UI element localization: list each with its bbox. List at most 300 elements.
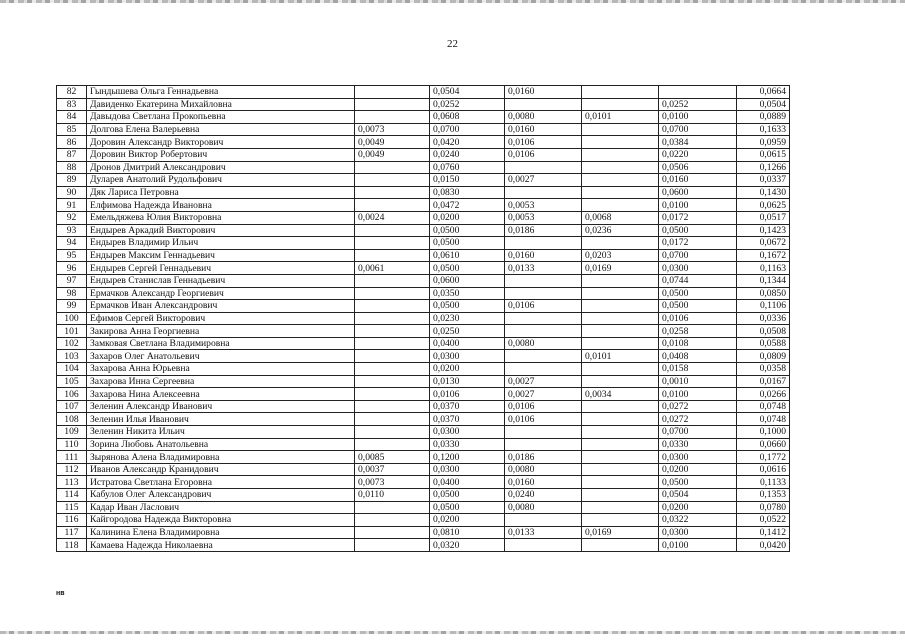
value-cell-4: [582, 174, 659, 187]
value-cell-1: 0,0073: [355, 476, 430, 489]
value-cell-3: 0,0160: [505, 249, 582, 262]
value-cell-1: 0,0024: [355, 211, 430, 224]
value-cell-4: [582, 363, 659, 376]
table-row: [57, 86, 790, 99]
person-name-cell: Замковая Светлана Владимировна: [87, 337, 355, 350]
person-name-cell: Ендырев Максим Геннадьевич: [87, 249, 355, 262]
value-cell-2: 0,0400: [430, 337, 505, 350]
value-cell-5: 0,0500: [659, 287, 737, 300]
value-cell-1: 0,0085: [355, 451, 430, 464]
total-cell: 0,0664: [737, 86, 790, 99]
value-cell-5: 0,0700: [659, 249, 737, 262]
total-cell: 0,0616: [737, 463, 790, 476]
total-cell: 0,0660: [737, 438, 790, 451]
total-cell: 0,0615: [737, 148, 790, 161]
value-cell-4: [582, 451, 659, 464]
total-cell: 0,0266: [737, 388, 790, 401]
value-cell-2: 0,0500: [430, 489, 505, 502]
value-cell-2: 0,0472: [430, 199, 505, 212]
row-number-cell: 86: [57, 136, 87, 149]
value-cell-3: [505, 237, 582, 250]
value-cell-2: 0,0250: [430, 325, 505, 338]
total-cell: 0,1344: [737, 274, 790, 287]
row-number-cell: 92: [57, 211, 87, 224]
total-cell: 0,1163: [737, 262, 790, 275]
value-cell-1: [355, 438, 430, 451]
value-cell-3: 0,0106: [505, 148, 582, 161]
row-number-cell: 105: [57, 375, 87, 388]
value-cell-3: 0,0133: [505, 526, 582, 539]
row-number-cell: 88: [57, 161, 87, 174]
value-cell-1: [355, 388, 430, 401]
person-name-cell: Давыдова Светлана Прокопьевна: [87, 111, 355, 124]
person-name-cell: Емельдяжева Юлия Викторовна: [87, 211, 355, 224]
row-number-cell: 115: [57, 501, 87, 514]
row-number-cell: 116: [57, 514, 87, 527]
value-cell-3: 0,0133: [505, 262, 582, 275]
row-number-cell: 101: [57, 325, 87, 338]
value-cell-2: 0,0610: [430, 249, 505, 262]
table-row: [57, 148, 790, 161]
person-name-cell: Калинина Елена Владимировна: [87, 526, 355, 539]
value-cell-5: 0,0010: [659, 375, 737, 388]
table-row: [57, 161, 790, 174]
table-row: [57, 476, 790, 489]
table-row: [57, 426, 790, 439]
value-cell-5: 0,0300: [659, 451, 737, 464]
value-cell-2: 0,0300: [430, 463, 505, 476]
value-cell-4: [582, 476, 659, 489]
value-cell-3: [505, 161, 582, 174]
person-name-cell: Истратова Светлана Егоровна: [87, 476, 355, 489]
table-row: [57, 98, 790, 111]
value-cell-3: 0,0080: [505, 463, 582, 476]
value-cell-1: [355, 300, 430, 313]
value-cell-1: [355, 426, 430, 439]
value-cell-2: 0,0500: [430, 262, 505, 275]
row-number-cell: 89: [57, 174, 87, 187]
value-cell-4: [582, 98, 659, 111]
total-cell: 0,0522: [737, 514, 790, 527]
value-cell-4: 0,0068: [582, 211, 659, 224]
value-cell-3: 0,0053: [505, 199, 582, 212]
value-cell-3: 0,0160: [505, 123, 582, 136]
person-name-cell: Доровин Александр Викторович: [87, 136, 355, 149]
value-cell-1: [355, 514, 430, 527]
person-name-cell: Зеленин Никита Ильич: [87, 426, 355, 439]
value-cell-4: 0,0101: [582, 111, 659, 124]
value-cell-5: 0,0330: [659, 438, 737, 451]
row-number-cell: 113: [57, 476, 87, 489]
row-number-cell: 106: [57, 388, 87, 401]
person-name-cell: Зеленин Илья Иванович: [87, 413, 355, 426]
value-cell-2: 0,0504: [430, 86, 505, 99]
value-cell-5: 0,0500: [659, 476, 737, 489]
table-row: [57, 211, 790, 224]
person-name-cell: Иванов Александр Кранидович: [87, 463, 355, 476]
value-cell-2: 0,0106: [430, 388, 505, 401]
row-number-cell: 85: [57, 123, 87, 136]
value-cell-2: 0,0150: [430, 174, 505, 187]
value-cell-1: [355, 86, 430, 99]
value-cell-4: 0,0236: [582, 224, 659, 237]
value-cell-4: [582, 186, 659, 199]
row-number-cell: 94: [57, 237, 87, 250]
value-cell-1: [355, 363, 430, 376]
value-cell-2: 0,0420: [430, 136, 505, 149]
row-number-cell: 83: [57, 98, 87, 111]
value-cell-5: 0,0252: [659, 98, 737, 111]
value-cell-5: 0,0106: [659, 312, 737, 325]
person-name-cell: Давиденко Екатерина Михайловна: [87, 98, 355, 111]
value-cell-4: [582, 375, 659, 388]
person-name-cell: Кадар Иван Ласлович: [87, 501, 355, 514]
value-cell-4: [582, 300, 659, 313]
value-cell-1: [355, 98, 430, 111]
value-cell-1: [355, 249, 430, 262]
row-number-cell: 118: [57, 539, 87, 552]
value-cell-1: 0,0037: [355, 463, 430, 476]
value-cell-2: 0,0330: [430, 438, 505, 451]
value-cell-4: [582, 325, 659, 338]
value-cell-2: 0,0240: [430, 148, 505, 161]
value-cell-5: 0,0300: [659, 526, 737, 539]
value-cell-5: 0,0700: [659, 426, 737, 439]
total-cell: 0,0517: [737, 211, 790, 224]
value-cell-3: [505, 274, 582, 287]
allocation-table: [56, 85, 790, 552]
total-cell: 0,1430: [737, 186, 790, 199]
person-name-cell: Зырянова Алена Владимировна: [87, 451, 355, 464]
row-number-cell: 103: [57, 350, 87, 363]
table-row: [57, 539, 790, 552]
value-cell-3: [505, 539, 582, 552]
person-name-cell: Захарова Инна Сергеевна: [87, 375, 355, 388]
value-cell-2: 0,0400: [430, 476, 505, 489]
value-cell-2: 0,0608: [430, 111, 505, 124]
total-cell: 0,1412: [737, 526, 790, 539]
value-cell-3: [505, 426, 582, 439]
total-cell: 0,0809: [737, 350, 790, 363]
value-cell-1: [355, 375, 430, 388]
value-cell-2: 0,0252: [430, 98, 505, 111]
value-cell-1: 0,0110: [355, 489, 430, 502]
row-number-cell: 100: [57, 312, 87, 325]
value-cell-5: 0,0172: [659, 237, 737, 250]
table-row: [57, 413, 790, 426]
value-cell-1: [355, 287, 430, 300]
value-cell-5: 0,0172: [659, 211, 737, 224]
person-name-cell: Закирова Анна Георгиевна: [87, 325, 355, 338]
table-row: [57, 337, 790, 350]
value-cell-4: 0,0034: [582, 388, 659, 401]
value-cell-3: 0,0186: [505, 451, 582, 464]
person-name-cell: Кабулов Олег Александрович: [87, 489, 355, 502]
value-cell-2: 0,0370: [430, 400, 505, 413]
value-cell-3: 0,0160: [505, 86, 582, 99]
value-cell-5: 0,0272: [659, 413, 737, 426]
value-cell-5: 0,0100: [659, 539, 737, 552]
value-cell-2: 0,0500: [430, 224, 505, 237]
total-cell: 0,1133: [737, 476, 790, 489]
value-cell-1: [355, 413, 430, 426]
person-name-cell: Зеленин Александр Иванович: [87, 400, 355, 413]
total-cell: 0,0625: [737, 199, 790, 212]
value-cell-1: [355, 526, 430, 539]
person-name-cell: Гындышева Ольга Геннадьевна: [87, 86, 355, 99]
table-row: [57, 224, 790, 237]
person-name-cell: Ермачков Иван Александрович: [87, 300, 355, 313]
value-cell-2: 0,0760: [430, 161, 505, 174]
value-cell-5: 0,0108: [659, 337, 737, 350]
total-cell: 0,0420: [737, 539, 790, 552]
person-name-cell: Ендырев Владимир Ильич: [87, 237, 355, 250]
value-cell-4: [582, 287, 659, 300]
value-cell-1: [355, 161, 430, 174]
table-row: [57, 363, 790, 376]
table-row: [57, 375, 790, 388]
value-cell-5: 0,0384: [659, 136, 737, 149]
value-cell-4: [582, 274, 659, 287]
value-cell-1: [355, 186, 430, 199]
value-cell-5: 0,0506: [659, 161, 737, 174]
value-cell-3: 0,0106: [505, 400, 582, 413]
value-cell-3: [505, 514, 582, 527]
value-cell-3: [505, 363, 582, 376]
row-number-cell: 112: [57, 463, 87, 476]
table-row: [57, 501, 790, 514]
value-cell-4: [582, 514, 659, 527]
table-row: [57, 300, 790, 313]
value-cell-2: 0,1200: [430, 451, 505, 464]
value-cell-2: 0,0200: [430, 211, 505, 224]
total-cell: 0,0336: [737, 312, 790, 325]
value-cell-1: [355, 350, 430, 363]
page-number: 22: [447, 38, 458, 50]
value-cell-4: [582, 539, 659, 552]
value-cell-5: 0,0504: [659, 489, 737, 502]
row-number-cell: 108: [57, 413, 87, 426]
value-cell-5: 0,0200: [659, 463, 737, 476]
table-row: [57, 438, 790, 451]
table-row: [57, 451, 790, 464]
value-cell-3: 0,0080: [505, 501, 582, 514]
table-row: [57, 489, 790, 502]
value-cell-1: [355, 400, 430, 413]
value-cell-2: 0,0320: [430, 539, 505, 552]
total-cell: 0,0167: [737, 375, 790, 388]
value-cell-2: 0,0810: [430, 526, 505, 539]
value-cell-4: 0,0169: [582, 526, 659, 539]
value-cell-5: 0,0200: [659, 501, 737, 514]
table-row: [57, 174, 790, 187]
value-cell-3: [505, 350, 582, 363]
value-cell-4: 0,0203: [582, 249, 659, 262]
total-cell: 0,0748: [737, 400, 790, 413]
row-number-cell: 111: [57, 451, 87, 464]
value-cell-2: 0,0500: [430, 300, 505, 313]
row-number-cell: 110: [57, 438, 87, 451]
value-cell-4: [582, 501, 659, 514]
value-cell-3: [505, 98, 582, 111]
total-cell: 0,1353: [737, 489, 790, 502]
scan-edge-top: [0, 0, 905, 3]
value-cell-1: 0,0049: [355, 148, 430, 161]
total-cell: 0,1672: [737, 249, 790, 262]
value-cell-4: [582, 237, 659, 250]
value-cell-4: [582, 199, 659, 212]
value-cell-2: 0,0350: [430, 287, 505, 300]
table-row: [57, 186, 790, 199]
value-cell-2: 0,0700: [430, 123, 505, 136]
value-cell-3: 0,0027: [505, 174, 582, 187]
row-number-cell: 93: [57, 224, 87, 237]
value-cell-5: 0,0700: [659, 123, 737, 136]
value-cell-5: 0,0408: [659, 350, 737, 363]
row-number-cell: 97: [57, 274, 87, 287]
value-cell-3: [505, 287, 582, 300]
person-name-cell: Ефимов Сергей Викторович: [87, 312, 355, 325]
table-row: [57, 199, 790, 212]
value-cell-1: [355, 312, 430, 325]
value-cell-4: [582, 312, 659, 325]
value-cell-3: [505, 325, 582, 338]
table-row: [57, 274, 790, 287]
corner-mark: нв: [56, 590, 65, 597]
value-cell-3: 0,0186: [505, 224, 582, 237]
table-row: [57, 325, 790, 338]
row-number-cell: 104: [57, 363, 87, 376]
value-cell-3: 0,0106: [505, 136, 582, 149]
value-cell-3: 0,0027: [505, 388, 582, 401]
person-name-cell: Захаров Олег Анатольевич: [87, 350, 355, 363]
total-cell: 0,1266: [737, 161, 790, 174]
value-cell-3: [505, 438, 582, 451]
person-name-cell: Долгова Елена Валерьевна: [87, 123, 355, 136]
person-name-cell: Зорина Любовь Анатольевна: [87, 438, 355, 451]
total-cell: 0,0504: [737, 98, 790, 111]
value-cell-1: [355, 111, 430, 124]
row-number-cell: 96: [57, 262, 87, 275]
value-cell-4: 0,0101: [582, 350, 659, 363]
value-cell-1: 0,0049: [355, 136, 430, 149]
value-cell-1: [355, 274, 430, 287]
value-cell-2: 0,0300: [430, 350, 505, 363]
person-name-cell: Захарова Анна Юрьевна: [87, 363, 355, 376]
person-name-cell: Ендырев Станислав Геннадьевич: [87, 274, 355, 287]
value-cell-2: 0,0370: [430, 413, 505, 426]
total-cell: 0,0780: [737, 501, 790, 514]
total-cell: 0,0358: [737, 363, 790, 376]
total-cell: 0,0588: [737, 337, 790, 350]
value-cell-4: [582, 337, 659, 350]
table-row: [57, 249, 790, 262]
value-cell-5: 0,0500: [659, 224, 737, 237]
row-number-cell: 98: [57, 287, 87, 300]
value-cell-2: 0,0500: [430, 501, 505, 514]
total-cell: 0,0337: [737, 174, 790, 187]
value-cell-5: 0,0160: [659, 174, 737, 187]
scan-edge-bottom: [0, 631, 905, 634]
value-cell-3: 0,0106: [505, 413, 582, 426]
person-name-cell: Доровин Виктор Робертович: [87, 148, 355, 161]
table-row: [57, 287, 790, 300]
value-cell-5: 0,0100: [659, 111, 737, 124]
value-cell-4: [582, 123, 659, 136]
row-number-cell: 102: [57, 337, 87, 350]
total-cell: 0,1000: [737, 426, 790, 439]
value-cell-2: 0,0500: [430, 237, 505, 250]
value-cell-5: 0,0300: [659, 262, 737, 275]
person-name-cell: Ендырев Аркадий Викторович: [87, 224, 355, 237]
value-cell-3: 0,0240: [505, 489, 582, 502]
value-cell-3: 0,0080: [505, 111, 582, 124]
value-cell-5: 0,0322: [659, 514, 737, 527]
value-cell-4: [582, 161, 659, 174]
value-cell-3: 0,0053: [505, 211, 582, 224]
value-cell-4: [582, 489, 659, 502]
total-cell: 0,0889: [737, 111, 790, 124]
value-cell-1: [355, 325, 430, 338]
person-name-cell: Ендырев Сергей Геннадьевич: [87, 262, 355, 275]
person-name-cell: Захарова Нина Алексеевна: [87, 388, 355, 401]
value-cell-4: 0,0169: [582, 262, 659, 275]
row-number-cell: 82: [57, 86, 87, 99]
table-row: [57, 350, 790, 363]
table-row: [57, 463, 790, 476]
value-cell-4: [582, 86, 659, 99]
value-cell-2: 0,0600: [430, 274, 505, 287]
value-cell-5: 0,0272: [659, 400, 737, 413]
value-cell-3: 0,0106: [505, 300, 582, 313]
table-row: [57, 312, 790, 325]
table-row: [57, 237, 790, 250]
value-cell-1: [355, 539, 430, 552]
value-cell-4: [582, 400, 659, 413]
person-name-cell: Елфимова Надежда Ивановна: [87, 199, 355, 212]
table-row: [57, 400, 790, 413]
row-number-cell: 117: [57, 526, 87, 539]
value-cell-1: [355, 337, 430, 350]
total-cell: 0,0959: [737, 136, 790, 149]
table-row: [57, 123, 790, 136]
value-cell-2: 0,0230: [430, 312, 505, 325]
person-name-cell: Ермачков Александр Георгиевич: [87, 287, 355, 300]
value-cell-3: [505, 186, 582, 199]
value-cell-2: 0,0200: [430, 363, 505, 376]
value-cell-5: 0,0600: [659, 186, 737, 199]
value-cell-5: 0,0100: [659, 199, 737, 212]
total-cell: 0,1633: [737, 123, 790, 136]
value-cell-4: [582, 413, 659, 426]
value-cell-5: 0,0220: [659, 148, 737, 161]
row-number-cell: 99: [57, 300, 87, 313]
value-cell-1: 0,0073: [355, 123, 430, 136]
value-cell-4: [582, 438, 659, 451]
row-number-cell: 84: [57, 111, 87, 124]
value-cell-2: 0,0830: [430, 186, 505, 199]
person-name-cell: Дронов Дмитрий Александрович: [87, 161, 355, 174]
value-cell-3: 0,0160: [505, 476, 582, 489]
row-number-cell: 109: [57, 426, 87, 439]
table-row: [57, 136, 790, 149]
total-cell: 0,0850: [737, 287, 790, 300]
value-cell-5: 0,0500: [659, 300, 737, 313]
value-cell-4: [582, 426, 659, 439]
value-cell-2: 0,0300: [430, 426, 505, 439]
value-cell-5: 0,0744: [659, 274, 737, 287]
table-row: [57, 262, 790, 275]
